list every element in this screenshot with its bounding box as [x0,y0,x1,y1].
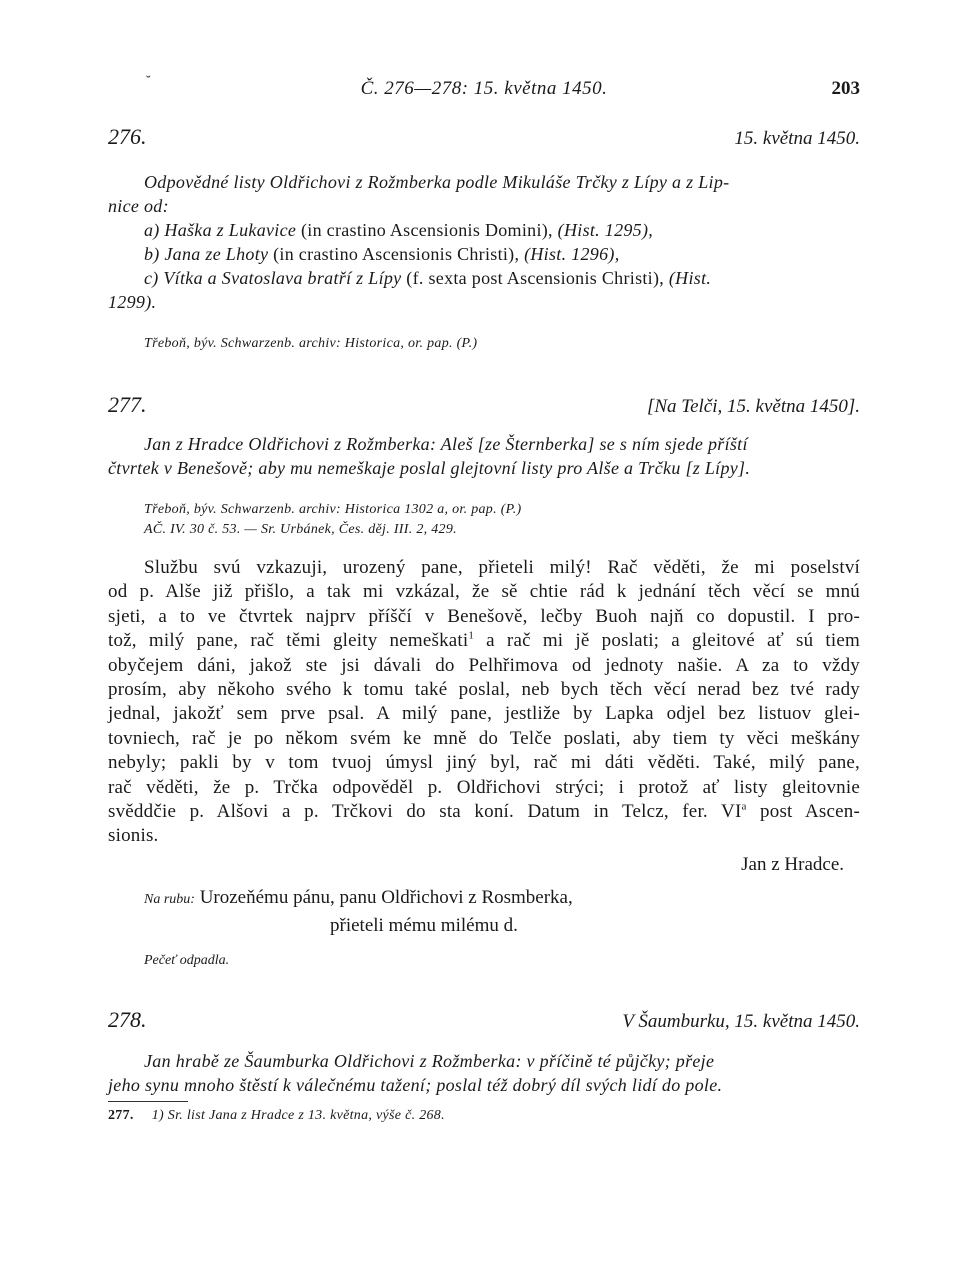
running-title: Č. 276—278: 15. května 1450. [360,78,608,99]
entry-number: 278. [108,1006,147,1032]
entry-number: 277. [108,392,147,417]
page [108,74,860,1124]
running-header [108,74,860,108]
header-mark: ˘ [146,74,151,89]
entry-date: V Šaumburku, 15. května 1450. [622,1010,860,1032]
verso-address: Na rubu: Urozeňému pánu, panu Oldřichovi z Rosmberka, přieteli mému milému d. [144,886,573,936]
entry-278-head [108,1007,860,1037]
item-c: c) Vítka a Svatoslava bratří z Lípy (f. sexta post Ascensionis Christi), (Hist. [144,268,712,288]
verso-label: Na rubu: [144,891,195,907]
footnote-rule [108,1101,188,1102]
entry-date: 15. května 1450. [734,128,860,149]
entry-276-regest: Odpovědné listy Oldřichovi z Rožmberka podle Mikuláše Trčky z Lípy a z Lip- nice od: a) Haška z Lukavice (in crastino Ascensionis Domini), (Hist. 1295), b) Jana ze Lhoty (in crastino Ascensionis Christi), (Hist. 1296), c) Vítka a Svatoslava bratří z Lípy (f. sexta post Ascensionis Christi), (Hist. 1299). [108,170,860,314]
footnote-marker: 1 [468,629,475,642]
entry-277-source: Třeboň, býv. Schwarzenb. archiv: Historica 1302 a, or. pap. (P.) AČ. IV. 30 č. 53. — Sr. Urbánek, Čes. děj. III. 2, 429. [144,502,522,537]
item-b: b) Jana ze Lhoty (in crastino Ascensionis Christi), (Hist. 1296), [144,244,620,264]
entry-number: 276. [108,124,147,149]
entry-276-head [108,124,860,154]
page-number: 203 [831,78,860,99]
signature: Jan z Hradce. [741,853,844,875]
entry-277-head [108,392,860,422]
entry-278-regest: Jan hrabě ze Šaumburka Oldřichovi z Rožmberka: v příčině té půjčky; přeje jeho synu mnoho štěstí k válečnému tažení; poslal též dobrý díl svých lidí do pole. [108,1050,723,1095]
entry-date: [Na Telči, 15. května 1450]. [646,396,860,417]
item-a: a) Haška z Lukavice (in crastino Ascensionis Domini), (Hist. 1295), [144,220,654,240]
entry-277-regest: Jan z Hradce Oldřichovi z Rožmberka: Aleš [ze Šternberka] se s ním sjede příští čtvrtek v Benešově; aby mu nemeškaje poslal glejtovní listy pro Alše a Trčku [z Lípy]. [108,434,751,478]
letter-text: Službu svú vzkazuji, urozený pane, přieteli milý! Rač věděti, že mi poselství od p. Alše již přišlo, a tak mi vzkázal, že sě chtie rád k jednání těch věcí se mnú sjeti, a to ve čtvrtek najprv příščí v Benešově, lečby Buoh najň co dopustil. I pro- tož, milý pane, rač těmi gleity nemeškati$^1$ a rač mi jě poslati; a gleitové ať sú tiem obyčejem dáni, jakož ste jsi dávali do Pelhřimova od jednoty našie. A za to vždy prosím, aby někoho svého k tomu také poslal, neb bych těch věcí nerad bez tvé rady jednal, jakožť sem prve psal. A milý pane, jestliže by Lapka odjel bez listuov glei- tovniech, rač je po někom svém ke mně do Telče poslati, aby tiem ty věci meškány nebyly; pakli by v tom tvuoj úmysl jiný byl, rač mi dáti věděti. Také, milý pane, rač věděti, že p. Trčka odpověděl p. Oldřichovi strýci; i protož ať listy gleitovnie svěddčie p. Alšovi a p. Trčkovi do sta koní. Datum in Telcz, fer. $VI^a$ post Ascen- sionis. [108,557,860,847]
footnote: 277. 1) Sr. list Jana z Hradce z 13. května, výše č. 268. [108,1107,445,1123]
seal-note: Pečeť odpadla. [144,952,230,968]
entry-276-source: Třeboň, býv. Schwarzenb. archiv: Historica, or. pap. (P.) [144,336,478,351]
